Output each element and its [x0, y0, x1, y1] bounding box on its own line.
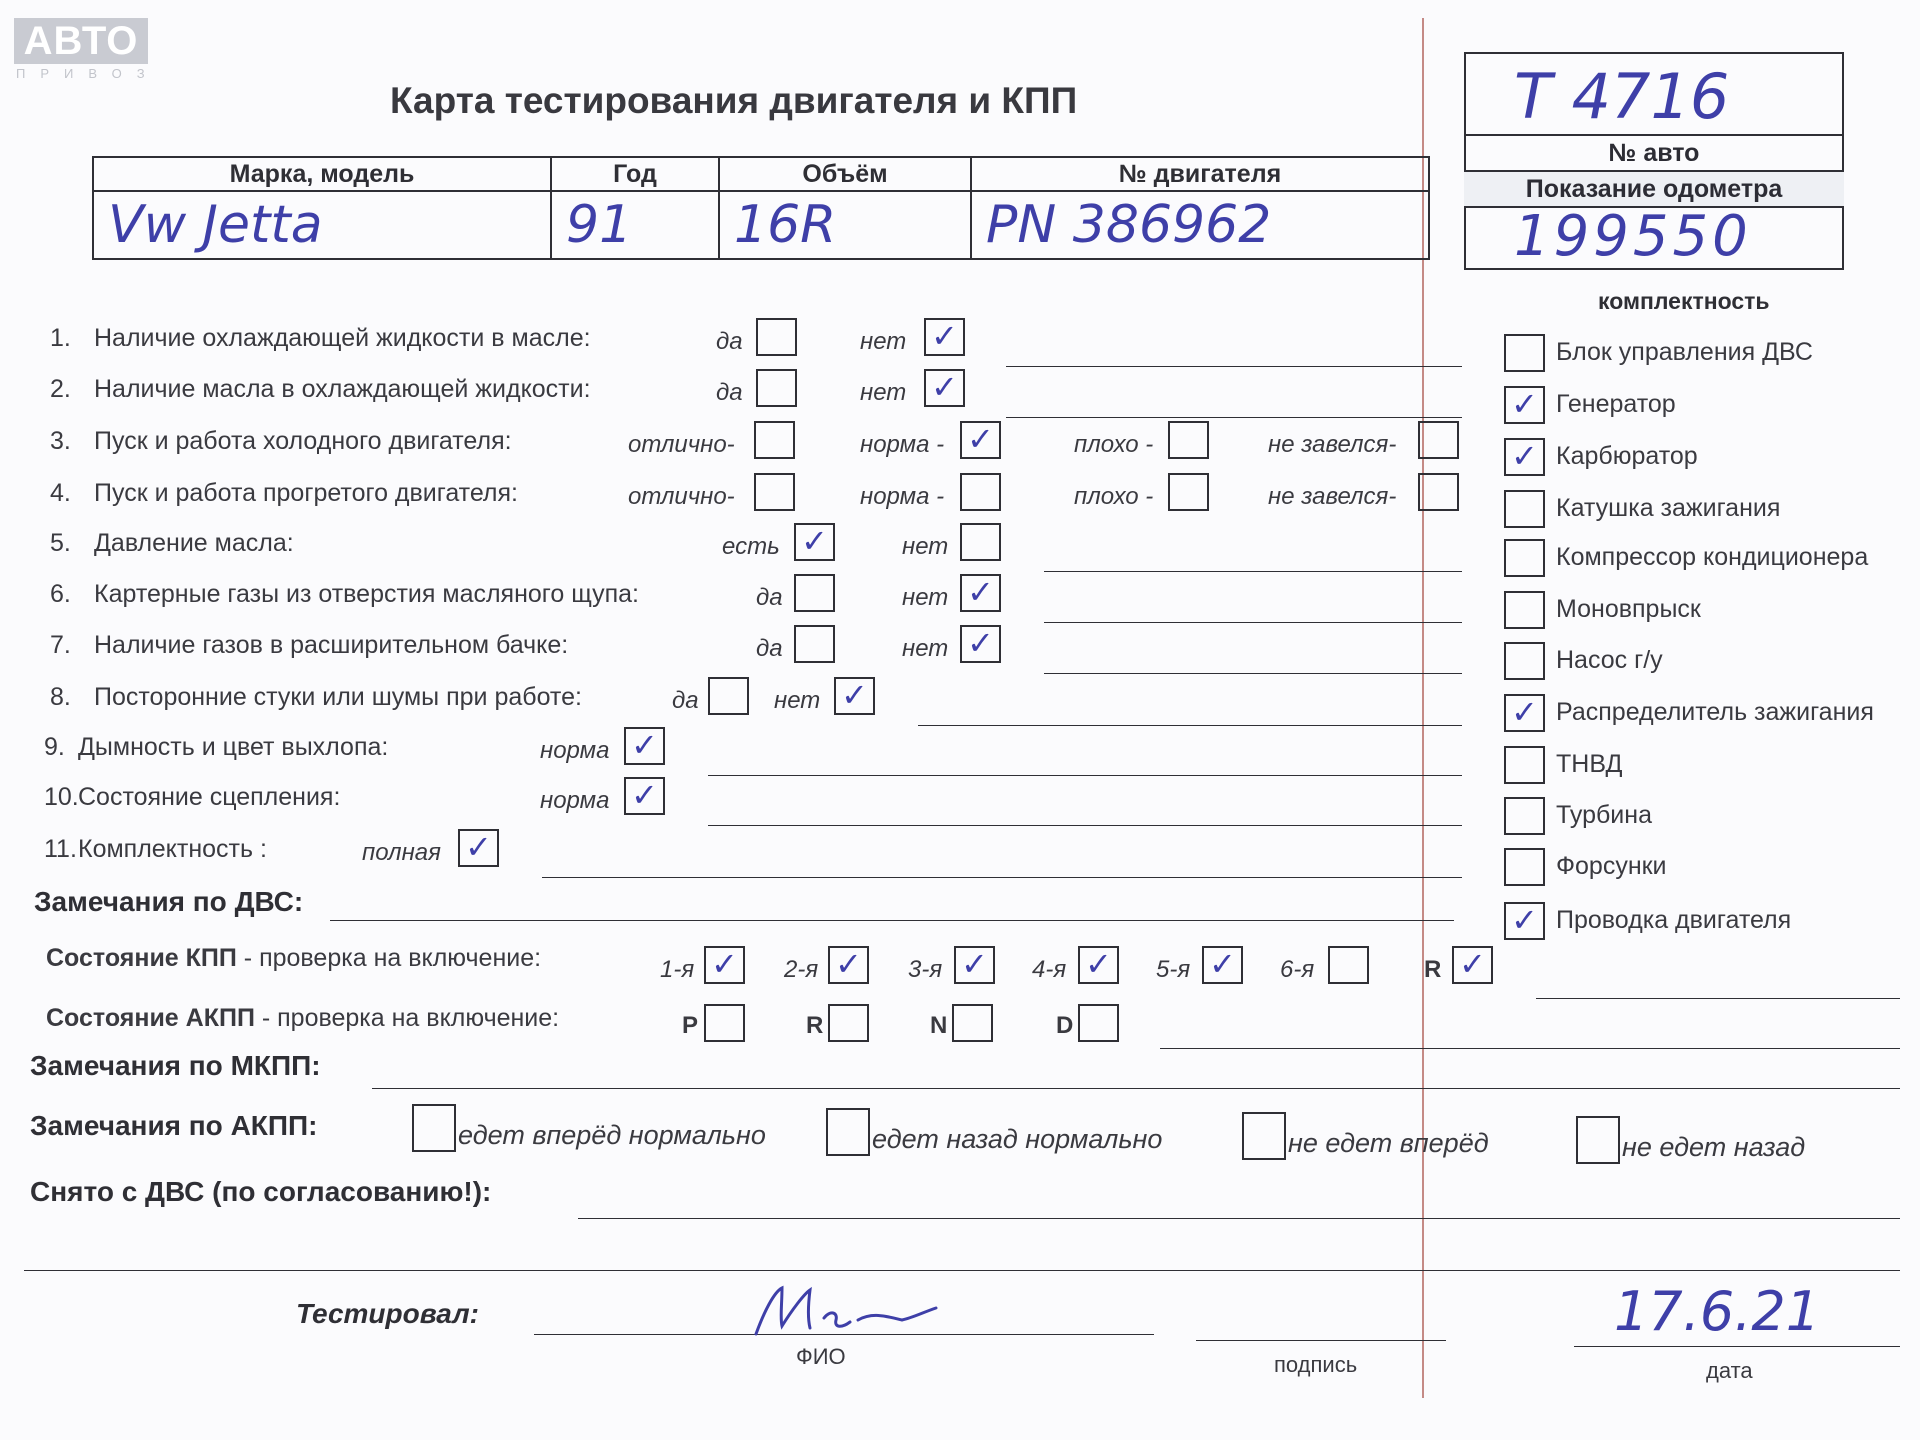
check-label: Картерные газы из отверстия масляного щупа:	[94, 580, 639, 608]
kpp-label-rest: - проверка на включение:	[236, 944, 542, 972]
check-remark-line[interactable]	[1006, 366, 1462, 367]
completeness-label: Распределитель зажигания	[1556, 698, 1874, 726]
completeness-label: ТНВД	[1556, 750, 1623, 778]
check-option-checkbox[interactable]: ✓	[924, 369, 965, 407]
check-remark-line[interactable]	[708, 775, 1462, 776]
check-option-label: нет	[902, 584, 949, 611]
removed-label: Снято с ДВС (по согласованию!):	[30, 1176, 492, 1207]
completeness-checkbox[interactable]	[1504, 334, 1545, 372]
akpp-mode-checkbox[interactable]	[1078, 1004, 1119, 1042]
check-label: Комплектность :	[78, 835, 267, 863]
check-label: Дымность и цвет выхлопа:	[78, 733, 389, 761]
check-label: Пуск и работа холодного двигателя:	[94, 427, 512, 455]
auto-number-value[interactable]: T 4716	[1514, 60, 1730, 133]
handwritten-signature	[752, 1282, 942, 1340]
check-option-label: да	[756, 635, 783, 662]
completeness-label: Генератор	[1556, 390, 1676, 418]
gear-checkbox[interactable]: ✓	[954, 946, 995, 984]
gear-checkbox[interactable]: ✓	[1078, 946, 1119, 984]
sign-label: подпись	[1274, 1352, 1358, 1377]
check-number: 7.	[50, 631, 71, 659]
header-volume: Объём	[719, 157, 971, 191]
akpp-mode-label: N	[930, 1012, 948, 1039]
auto-info-box	[1464, 52, 1844, 270]
check-option-label: нет	[860, 379, 907, 406]
check-label: Пуск и работа прогретого двигателя:	[94, 479, 518, 507]
completeness-label: Насос г/у	[1556, 646, 1663, 674]
akpp-remark-option: не едет назад	[1622, 1132, 1806, 1162]
akpp-label	[46, 1004, 559, 1033]
completeness-checkbox[interactable]	[1504, 848, 1545, 886]
gear-label: 5-я	[1156, 956, 1191, 983]
remarks-mkpp-line[interactable]	[372, 1088, 1900, 1089]
completeness-label: Блок управления ДВС	[1556, 338, 1813, 366]
kpp-label-bold: Состояние КПП	[46, 944, 237, 972]
gear-label: 4-я	[1032, 956, 1067, 983]
check-remark-line[interactable]	[1006, 417, 1462, 418]
gear-label: 2-я	[784, 956, 819, 983]
completeness-checkbox[interactable]	[1504, 642, 1545, 680]
gear-checkbox[interactable]: ✓	[1202, 946, 1243, 984]
check-option-label: нет	[774, 687, 821, 714]
check-number: 4.	[50, 479, 71, 507]
check-option-checkbox[interactable]	[1418, 421, 1459, 459]
check-option-label: да	[756, 584, 783, 611]
check-option-checkbox[interactable]: ✓	[960, 421, 1001, 459]
akpp-remark-checkbox[interactable]	[826, 1108, 870, 1156]
check-option-checkbox[interactable]: ✓	[924, 318, 965, 356]
odometer-label: Показание одометра	[1464, 170, 1844, 208]
check-label: Состояние сцепления:	[78, 783, 341, 811]
completeness-label: Проводка двигателя	[1556, 906, 1792, 934]
check-option-label: норма -	[860, 431, 945, 458]
check-number: 5.	[50, 529, 71, 557]
gear-checkbox[interactable]: ✓	[1452, 946, 1493, 984]
removed-line[interactable]	[578, 1218, 1900, 1219]
check-option-label: да	[716, 328, 743, 355]
check-option-checkbox[interactable]: ✓	[960, 574, 1001, 612]
remarks-akpp-label: Замечания по АКПП:	[30, 1110, 318, 1141]
check-option-checkbox[interactable]: ✓	[960, 625, 1001, 663]
completeness-checkbox[interactable]: ✓	[1504, 438, 1545, 476]
check-number: 2.	[50, 375, 71, 403]
fio-label: ФИО	[796, 1344, 846, 1369]
check-option-checkbox[interactable]: ✓	[624, 727, 665, 765]
check-option-label: отлично-	[628, 483, 735, 510]
header-engine-no: № двигателя	[971, 157, 1429, 191]
brand-logo-subtitle: ПРИВОЗ	[16, 66, 160, 81]
akpp-mode-checkbox[interactable]	[828, 1004, 869, 1042]
check-option-label: нет	[860, 328, 907, 355]
date-value[interactable]: 17.6.21	[1614, 1280, 1821, 1343]
gear-checkbox[interactable]: ✓	[704, 946, 745, 984]
check-number: 9.	[44, 733, 65, 761]
check-option-label: есть	[722, 533, 780, 560]
completeness-checkbox[interactable]	[1504, 797, 1545, 835]
value-engine-no[interactable]: PN 386962	[971, 191, 1429, 259]
completeness-label: Компрессор кондиционера	[1556, 543, 1869, 571]
check-option-label: норма	[540, 737, 610, 764]
check-option-label: да	[672, 687, 699, 714]
gear-label: R	[1424, 956, 1442, 983]
check-number: 1.	[50, 324, 71, 352]
check-number: 8.	[50, 683, 71, 711]
check-option-checkbox[interactable]	[708, 677, 749, 715]
completeness-label: Катушка зажигания	[1556, 494, 1781, 522]
check-label: Наличие масла в охлаждающей жидкости:	[94, 375, 591, 403]
check-remark-line[interactable]	[542, 877, 1462, 878]
date-line[interactable]	[1574, 1346, 1900, 1347]
check-option-checkbox[interactable]	[754, 473, 795, 511]
check-option-checkbox[interactable]	[1418, 473, 1459, 511]
check-option-checkbox[interactable]	[756, 369, 797, 407]
akpp-mode-checkbox[interactable]	[704, 1004, 745, 1042]
check-option-checkbox[interactable]: ✓	[458, 829, 499, 867]
gear-checkbox[interactable]	[1328, 946, 1369, 984]
completeness-label: Карбюратор	[1556, 442, 1698, 470]
check-number: 3.	[50, 427, 71, 455]
sign-line[interactable]	[1196, 1340, 1446, 1341]
check-option-label: плохо -	[1074, 483, 1154, 510]
completeness-checkbox[interactable]: ✓	[1504, 902, 1545, 940]
akpp-mode-label: D	[1056, 1012, 1074, 1039]
check-option-label: плохо -	[1074, 431, 1154, 458]
completeness-title: комплектность	[1598, 288, 1770, 314]
check-option-checkbox[interactable]	[1168, 421, 1209, 459]
check-option-label: нет	[902, 635, 949, 662]
check-remark-line[interactable]	[1044, 571, 1462, 572]
date-label: дата	[1706, 1358, 1753, 1383]
check-option-checkbox[interactable]: ✓	[624, 777, 665, 815]
akpp-mode-label: P	[682, 1012, 699, 1039]
completeness-checkbox[interactable]	[1504, 490, 1545, 528]
gear-label: 6-я	[1280, 956, 1315, 983]
completeness-label: Турбина	[1556, 801, 1652, 829]
remarks-dvs-line[interactable]	[330, 920, 1454, 921]
value-make-model[interactable]: Vw Jetta	[93, 191, 551, 259]
header-make-model: Марка, модель	[93, 157, 551, 191]
separator-line	[24, 1270, 1900, 1271]
kpp-label	[46, 944, 541, 973]
brand-logo: АВТО	[14, 18, 148, 64]
check-label: Наличие охлаждающей жидкости в масле:	[94, 324, 591, 352]
check-option-label: не завелся-	[1268, 431, 1397, 458]
check-option-checkbox[interactable]	[960, 473, 1001, 511]
check-option-checkbox[interactable]	[756, 318, 797, 356]
car-info-table	[92, 156, 1430, 260]
akpp-remark-checkbox[interactable]	[1576, 1116, 1620, 1164]
completeness-checkbox[interactable]: ✓	[1504, 386, 1545, 424]
check-option-checkbox[interactable]	[794, 625, 835, 663]
completeness-checkbox[interactable]	[1504, 539, 1545, 577]
kpp-remark-line[interactable]	[1536, 998, 1900, 999]
value-volume[interactable]: 16R	[719, 191, 971, 259]
check-option-label: да	[716, 379, 743, 406]
header-year: Год	[551, 157, 719, 191]
check-option-checkbox[interactable]	[754, 421, 795, 459]
gear-checkbox[interactable]: ✓	[828, 946, 869, 984]
akpp-remark-checkbox[interactable]	[412, 1104, 456, 1152]
check-label: Посторонние стуки или шумы при работе:	[94, 683, 582, 711]
check-option-checkbox[interactable]: ✓	[834, 677, 875, 715]
akpp-mode-label: R	[806, 1012, 824, 1039]
akpp-remark-line[interactable]	[1160, 1048, 1900, 1049]
akpp-remark-option: не едет вперёд	[1288, 1128, 1489, 1158]
check-number: 6.	[50, 580, 71, 608]
check-label: Давление масла:	[94, 529, 294, 557]
akpp-label-bold: Состояние АКПП	[46, 1004, 255, 1032]
odometer-value[interactable]: 199550	[1514, 204, 1752, 269]
akpp-remark-checkbox[interactable]	[1242, 1112, 1286, 1160]
value-year[interactable]: 91	[551, 191, 719, 259]
check-option-label: норма	[540, 787, 610, 814]
akpp-remark-option: едет вперёд нормально	[458, 1120, 766, 1150]
check-number: 10.	[44, 783, 79, 811]
akpp-remark-option: едет назад нормально	[872, 1124, 1163, 1154]
check-option-label: нет	[902, 533, 949, 560]
check-remark-line[interactable]	[1044, 622, 1462, 623]
auto-number-label: № авто	[1464, 134, 1844, 170]
check-option-label: полная	[362, 839, 441, 866]
check-label: Наличие газов в расширительном бачке:	[94, 631, 569, 659]
check-remark-line[interactable]	[918, 725, 1462, 726]
page-title: Карта тестирования двигателя и КПП	[390, 80, 1078, 121]
check-remark-line[interactable]	[708, 825, 1462, 826]
completeness-checkbox[interactable]	[1504, 746, 1545, 784]
check-option-label: не завелся-	[1268, 483, 1397, 510]
completeness-label: Моновпрыск	[1556, 595, 1701, 623]
completeness-label: Форсунки	[1556, 852, 1667, 880]
completeness-checkbox[interactable]	[1504, 591, 1545, 629]
check-number: 11.	[44, 835, 77, 863]
check-remark-line[interactable]	[1044, 673, 1462, 674]
gear-label: 3-я	[908, 956, 943, 983]
completeness-checkbox[interactable]: ✓	[1504, 694, 1545, 732]
remarks-mkpp-label: Замечания по МКПП:	[30, 1050, 321, 1081]
akpp-mode-checkbox[interactable]	[952, 1004, 993, 1042]
check-option-checkbox[interactable]	[960, 523, 1001, 561]
check-option-checkbox[interactable]	[794, 574, 835, 612]
check-option-label: норма -	[860, 483, 945, 510]
check-option-checkbox[interactable]: ✓	[794, 523, 835, 561]
check-option-label: отлично-	[628, 431, 735, 458]
tested-by-label: Тестировал:	[296, 1298, 479, 1329]
akpp-label-rest: - проверка на включение:	[254, 1004, 560, 1032]
gear-label: 1-я	[660, 956, 695, 983]
check-option-checkbox[interactable]	[1168, 473, 1209, 511]
remarks-dvs-label: Замечания по ДВС:	[34, 886, 304, 917]
